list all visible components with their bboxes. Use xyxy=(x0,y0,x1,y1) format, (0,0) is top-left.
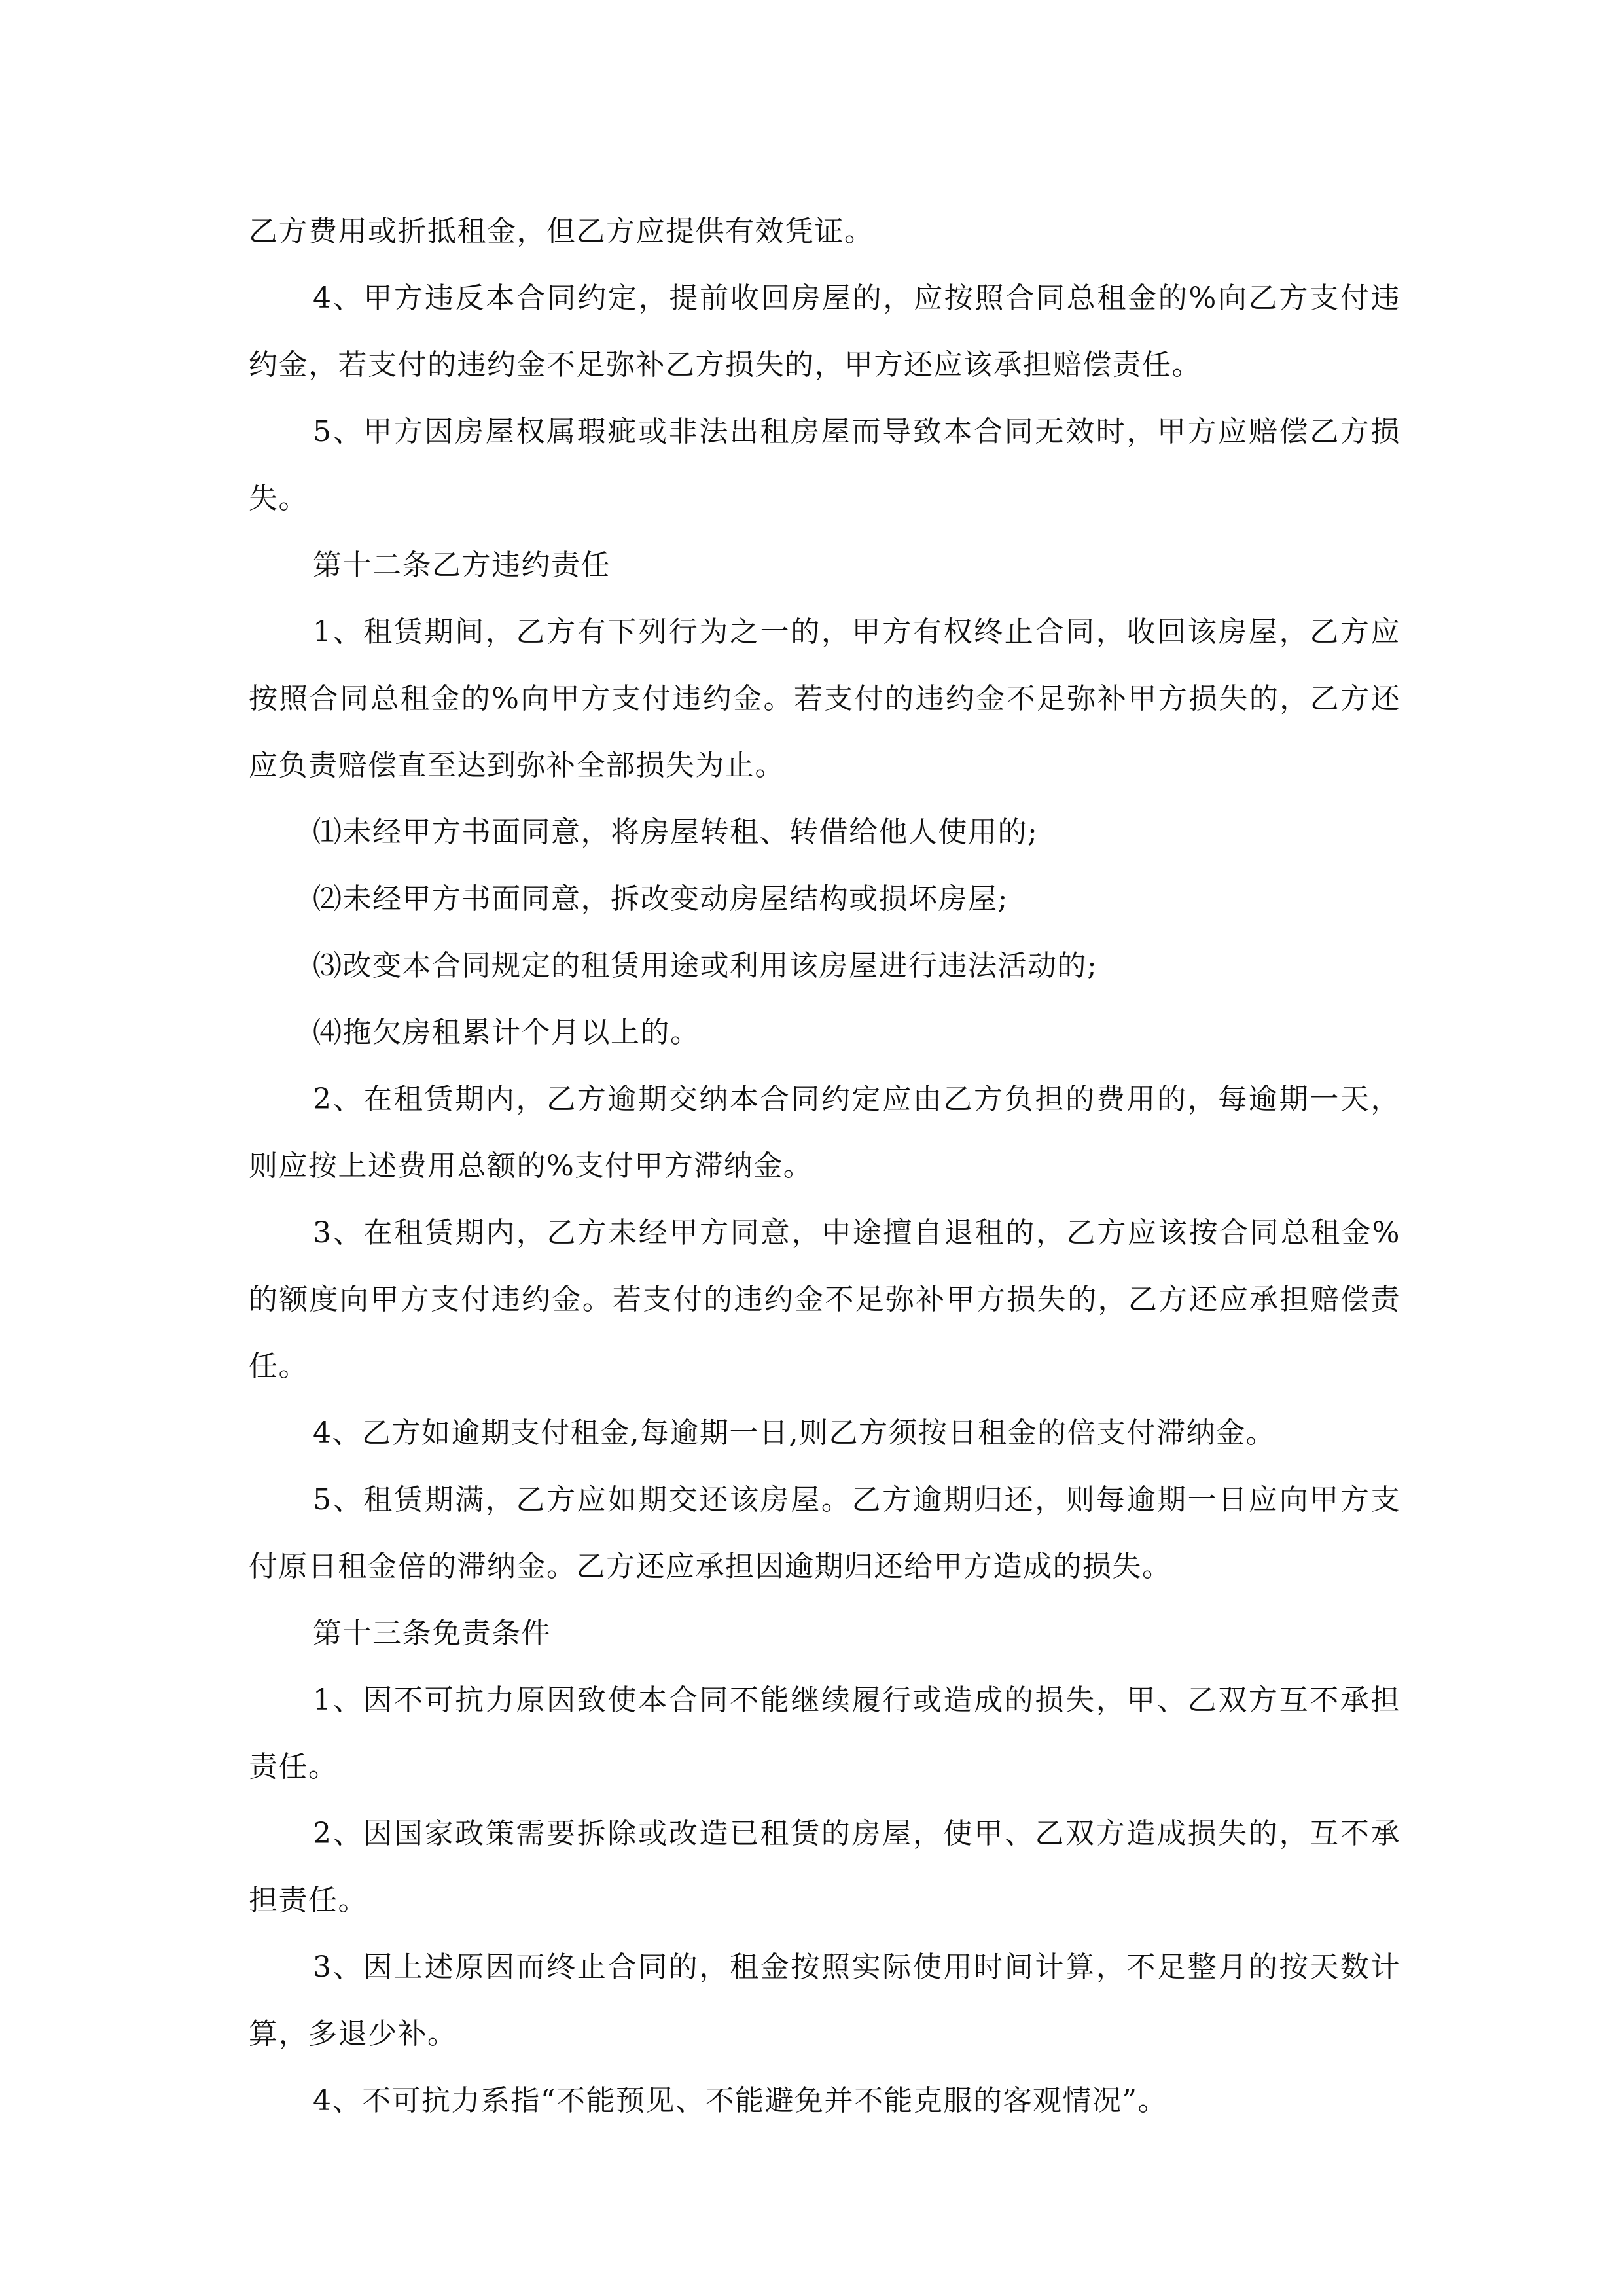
list-item-1-sublet: ⑴未经甲方书面同意，将房屋转租、转借给他人使用的; xyxy=(313,816,1039,849)
paragraph-exemption-4-definition: 4、不可抗力系指“不能预见、不能避免并不能克服的客观情况”。 xyxy=(313,2084,1168,2117)
paragraph-clause-1-termination: 1、租赁期间，乙方有下列行为之一的，甲方有权终止合同，收回该房屋，乙方应按照合同总租金的%向甲方支付违约金。若支付的违约金不足弥补甲方损失的，乙方还应负责赔偿直至达到弥补全部损失为止。 xyxy=(249,615,1400,782)
list-item-2-alteration: ⑵未经甲方书面同意，拆改变动房屋结构或损坏房屋; xyxy=(313,882,1008,916)
list-item-3-illegal-use: ⑶改变本合同规定的租赁用途或利用该房屋进行违法活动的; xyxy=(313,949,1098,982)
paragraph-clause-5-invalid-contract: 5、甲方因房屋权属瑕疵或非法出租房屋而导致本合同无效时，甲方应赔偿乙方损失。 xyxy=(249,415,1400,515)
paragraph-clause-3-early-withdrawal: 3、在租赁期内，乙方未经甲方同意，中途擅自退租的，乙方应该按合同总租金%的额度向甲方支付违约金。若支付的违约金不足弥补甲方损失的，乙方还应承担赔偿责任。 xyxy=(249,1216,1400,1383)
list-item-4-arrears: ⑷拖欠房租累计个月以上的。 xyxy=(313,1016,700,1049)
paragraph-continuation: 乙方费用或折抵租金，但乙方应提供有效凭证。 xyxy=(249,215,874,248)
paragraph-clause-2-late-fees: 2、在租赁期内，乙方逾期交纳本合同约定应由乙方负担的费用的，每逾期一天，则应按上述费用总额的%支付甲方滞纳金。 xyxy=(249,1083,1400,1183)
paragraph-clause-4-late-rent: 4、乙方如逾期支付租金,每逾期一日,则乙方须按日租金的倍支付滞纳金。 xyxy=(313,1416,1275,1450)
document-body xyxy=(249,198,1400,2134)
paragraph-exemption-1-force-majeure: 1、因不可抗力原因致使本合同不能继续履行或造成的损失，甲、乙双方互不承担责任。 xyxy=(249,1683,1400,1784)
paragraph-exemption-3-rent-calculation: 3、因上述原因而终止合同的，租金按照实际使用时间计算，不足整月的按天数计算，多退少补。 xyxy=(249,1950,1400,2051)
paragraph-clause-5-return-property: 5、租赁期满，乙方应如期交还该房屋。乙方逾期归还，则每逾期一日应向甲方支付原日租金倍的滞纳金。乙方还应承担因逾期归还给甲方造成的损失。 xyxy=(249,1483,1400,1583)
paragraph-clause-4-early-recovery: 4、甲方违反本合同约定，提前收回房屋的，应按照合同总租金的%向乙方支付违约金，若支付的违约金不足弥补乙方损失的，甲方还应该承担赔偿责任。 xyxy=(249,281,1400,382)
paragraph-exemption-2-government-policy: 2、因国家政策需要拆除或改造已租赁的房屋，使甲、乙双方造成损失的，互不承担责任。 xyxy=(249,1817,1400,1917)
section-heading-article-12: 第十二条乙方违约责任 xyxy=(313,548,611,582)
section-heading-article-13: 第十三条免责条件 xyxy=(313,1617,551,1650)
